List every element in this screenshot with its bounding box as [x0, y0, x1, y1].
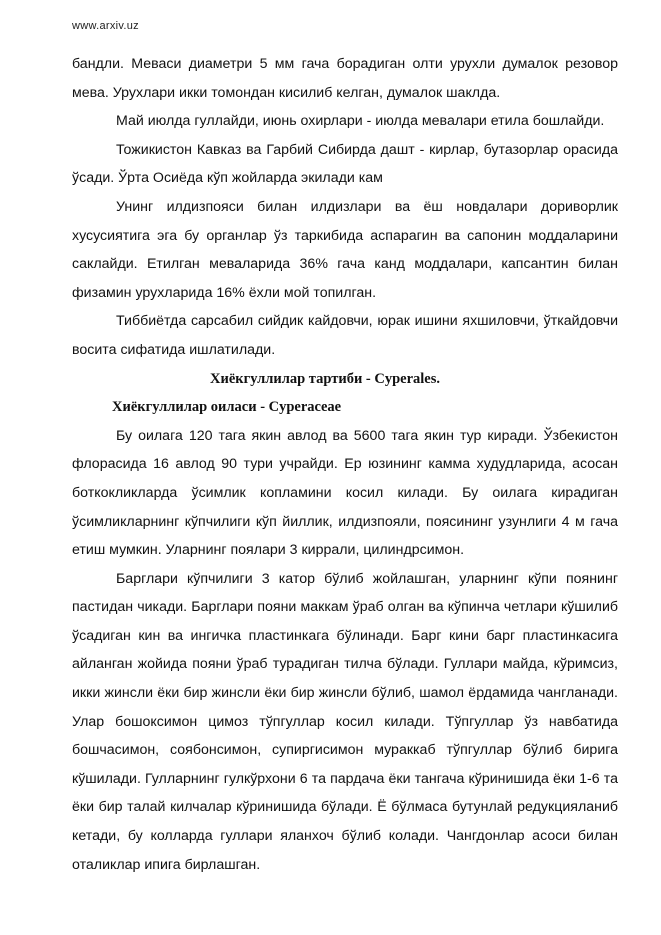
site-header[interactable]: www.arxiv.uz: [72, 20, 139, 32]
paragraph-6: Бу оилага 120 тага якин авлод ва 5600 тага якин тур киради. Ўзбекистон флорасида 16 авлод 90 тури учрайди. Ер юзининг камма худудларида, асосан боткокликларда ўсимлик копламини косил килади. Бу оилага кирадиган ўсимликларнинг кўпчилиги кўп йиллик, илдизпояли, поясининг узунлиги 4 м гача етиш мумкин. Уларнинг поялари 3 киррали, цилиндрсимон.: [72, 427, 618, 559]
heading-family: Хиёкгуллилар оиласи - Cyperaceae: [112, 399, 342, 416]
paragraph-3: Тожикистон Кавказ ва Гарбий Сибирда дашт - кирлар, бутазорлар орасида ўсади. Ўрта Осиёда кўп жойларда экилади кам: [72, 141, 618, 187]
heading-order: Хиёкгуллилар тартиби - Cyperales.: [210, 370, 441, 387]
paragraph-5: Тиббиётда сарсабил сийдик кайдовчи, юрак ишини яхшиловчи, ўткайдовчи восита сифатида ишлатилади.: [72, 313, 618, 358]
paragraph-2: Май июлда гуллайди, июнь охирлари - июлда мевалари етила бошлайди.: [116, 113, 605, 130]
document-body: [72, 50, 618, 879]
paragraph-7: Барглари кўпчилиги 3 катор бўлиб жойлашган, уларнинг кўпи поянинг пастидан чикади. Барглари пояни маккам ўраб олган ва кўпинча четлари кўшилиб ўсадиган кин ва ингичка пластинкага бўлинади. Барг кини барг пластинкасига айланган жойида пояни ўраб турадиган тилча бўлади. Гуллари майда, кўримсиз, икки жинсли ёки бир жинсли ёки бир жинсли бўлиб, шамол ёрдамида чангланади. Улар бошоксимон цимоз тўпгуллар косил килади. Тўпгуллар ўз навбатида бошчасимон, соябонсимон, супиргисимон мураккаб тўпгуллар бўлиб бирига кўшилади. Гулларнинг гулкўрхони 6 та пардача ёки тангача кўринишида ёки 1-6 та ёки бир талай килчалар кўринишида бўлади. Ё бўлмаса бутунлай редукцияланиб кетади, бу колларда гуллари яланхоч бўлиб колади. Чангдонлар асоси билан оталиклар ипига бирлашган.: [72, 570, 618, 873]
paragraph-4: Унинг илдизпояси билан илдизлари ва ёш новдалари дориворлик хусусиятига эга бу органлар ўз таркибида аспарагин ва сапонин моддаларини саклайди. Етилган меваларида 36% гача канд моддалари, капсантин билан физамин урухларида 16% ёхли мой топилган.: [72, 198, 618, 301]
paragraph-1: бандли. Меваси диаметри 5 мм гача борадиган олти урухли думалок резовор мева. Урухлари икки томондан кисилиб келган, думалок шаклда.: [72, 56, 618, 101]
